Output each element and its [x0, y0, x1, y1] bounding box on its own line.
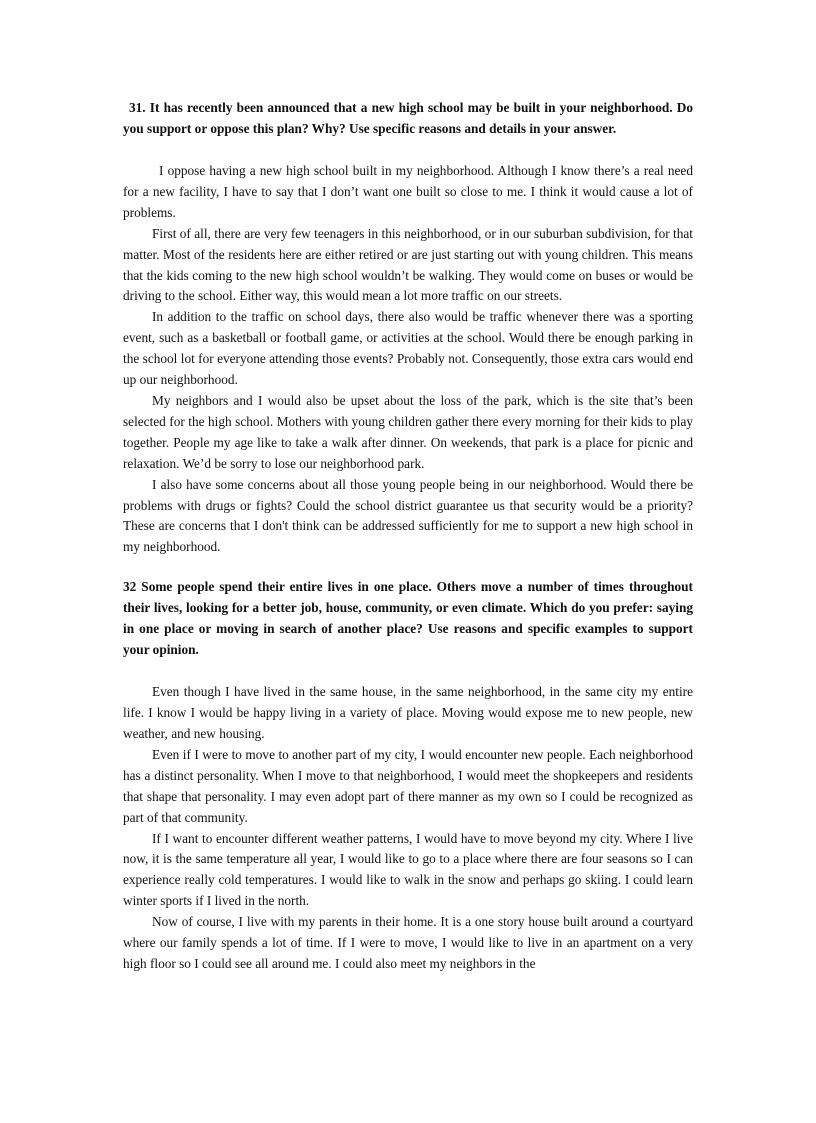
answer-31-paragraph-1: I oppose having a new high school built in my neighborhood. Although I know there’s a real need for a new facility, I have to say that I don’t want one built so close to me. I think it would cause a lot of problems. [123, 163, 693, 220]
question-31-prompt: 31. It has recently been announced that a new high school may be built in your neighborhood. Do you support or oppose this plan? Why? Use specific reasons and details in your answer. [123, 100, 693, 136]
answer-32-paragraph-4: Now of course, I live with my parents in their home. It is a one story house built around a courtyard where our family spends a lot of time. If I were to move, I would like to live in an apartment on a very high floor so I could see all around me. I could also meet my neighbors in the [123, 914, 693, 971]
question-32-prompt: 32 Some people spend their entire lives in one place. Others move a number of times throughout their lives, looking for a better job, house, community, or even climate. Which do you prefer: saying in one place or moving in search of another place? Use reasons and specific examples to support your opinion. [123, 579, 693, 658]
answer-31-paragraph-5: I also have some concerns about all those young people being in our neighborhood. Would there be problems with drugs or fights? Could the school district guarantee us that security would be a priority? These are concerns that I don't think can be addressed sufficiently for me to support a new high school in my neighborhood. [123, 476, 693, 555]
answer-32 [123, 682, 693, 975]
spacer [123, 558, 693, 576]
answer-32-paragraph-1: Even though I have lived in the same house, in the same neighborhood, in the same city my entire life. I know I would be happy living in a variety of place. Moving would expose me to new people, new weather, and new housing. [123, 684, 693, 742]
answer-32-paragraph-2: Even if I were to move to another part of my city, I would encounter new people. Each neighborhood has a distinct personality. When I move to that neighborhood, I would meet the shopkeepers and residents that shape that personality. I may even adopt part of there manner as my own so I could be recognized as part of that community. [123, 746, 693, 825]
answer-31-paragraph-4: My neighbors and I would also be upset about the loss of the park, which is the site that’s been selected for the high school. Mothers with young children gather there every morning for their kids to play together. People my age like to take a walk after dinner. On weekends, that park is a place for picnic and relaxation. We’d be sorry to lose our neighborhood park. [123, 392, 693, 471]
answer-31-paragraph-3: In addition to the traffic on school days, there also would be traffic whenever there was a sporting event, such as a basketball or football game, or activities at the school. Would there be enough parking in the school lot for everyone attending those events? Probably not. Consequently, those extra cars would end up our neighborhood. [123, 309, 693, 388]
spacer [123, 660, 693, 682]
answer-31-paragraph-2: First of all, there are very few teenagers in this neighborhood, or in our suburban subdivision, for that matter. Most of the residents here are either retired or are just starting out with young children. This means that the kids coming to the new high school wouldn’t be walking. They would come on buses or would be driving to the school. Either way, this would mean a lot more traffic on our streets. [123, 225, 693, 304]
document-page [123, 97, 693, 975]
spacer [123, 139, 693, 161]
answer-32-paragraph-3: If I want to encounter different weather patterns, I would have to move beyond my city. Where I live now, it is the same temperature all year, I would like to go to a place where there are four seasons so I can experience really cold temperatures. I would like to walk in the snow and perhaps go skiing. I could learn winter sports if I lived in the north. [123, 830, 693, 909]
answer-31 [123, 161, 693, 558]
